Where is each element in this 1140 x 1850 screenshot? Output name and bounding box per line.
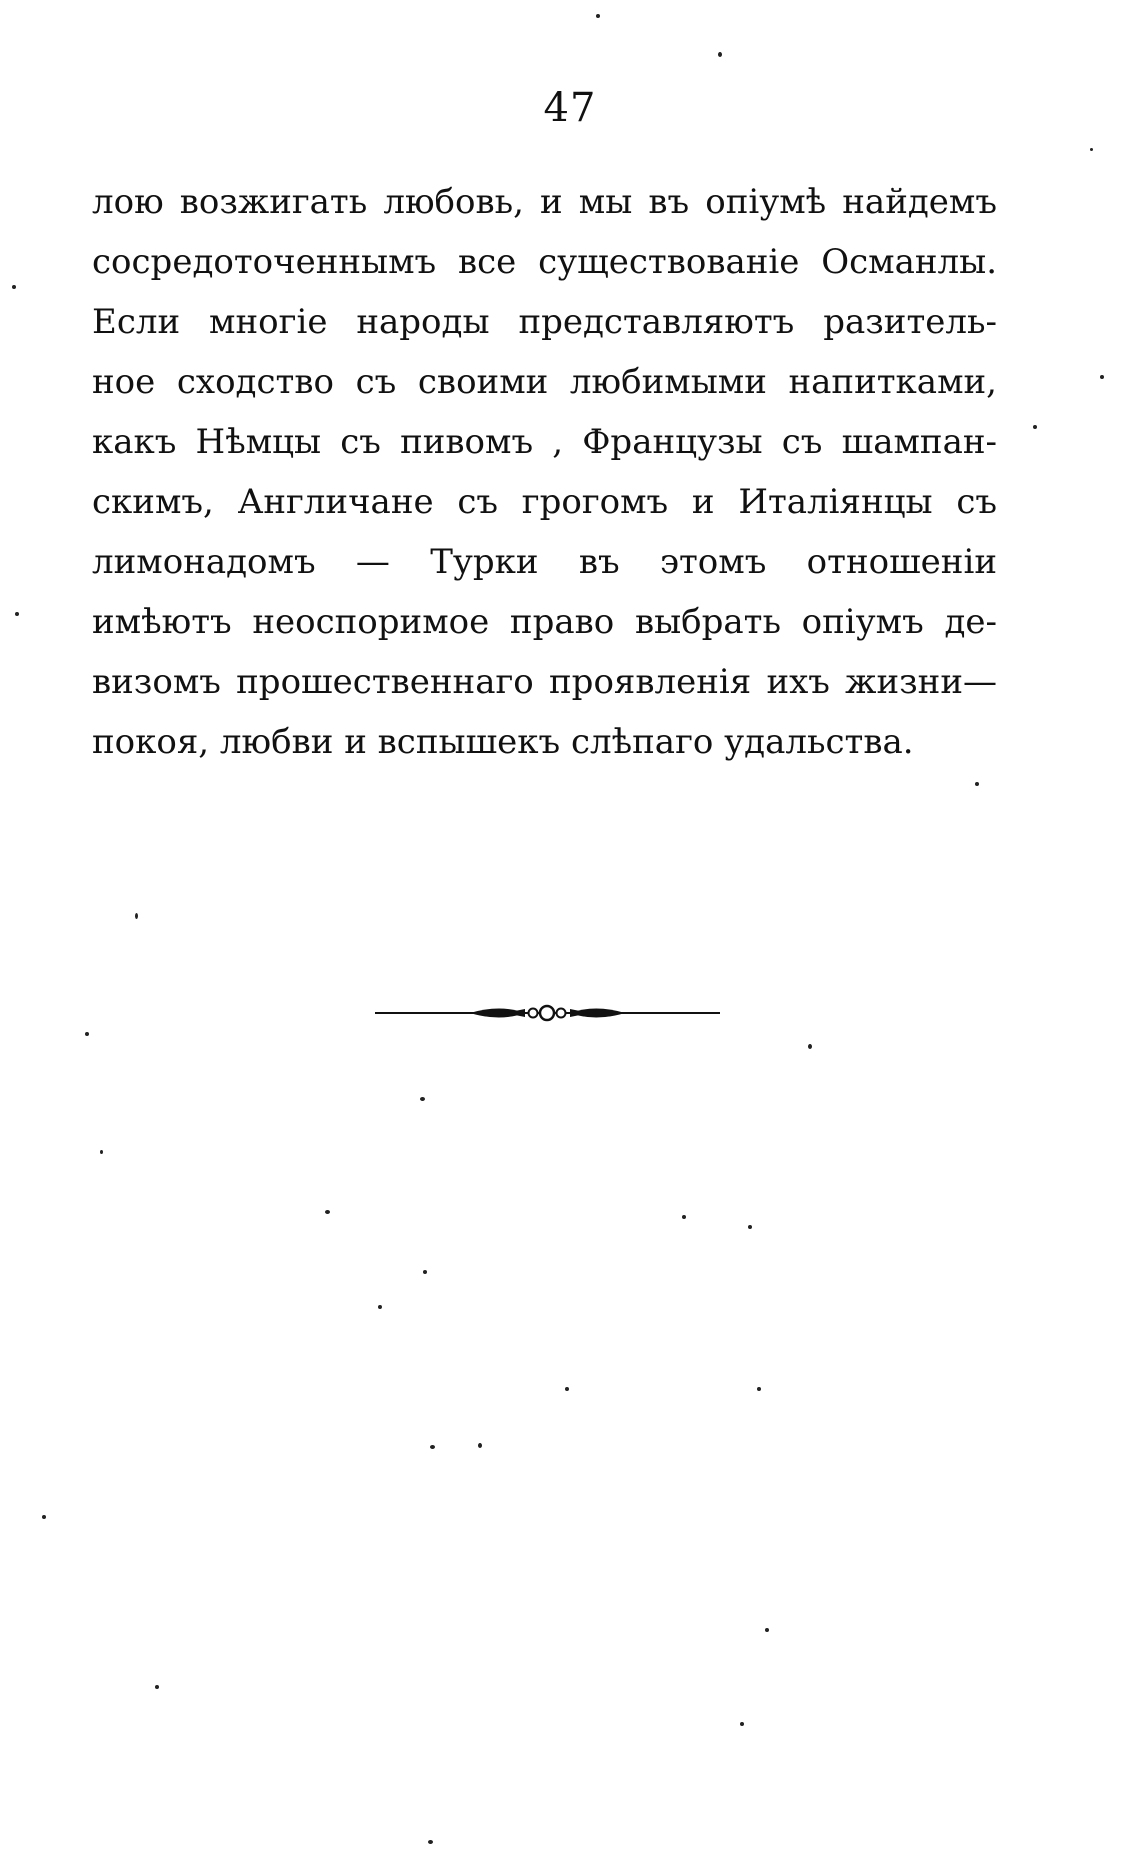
scan-speck [1100, 375, 1104, 379]
ornament-divider-icon [375, 1000, 720, 1026]
scan-speck [420, 1097, 425, 1101]
scan-speck [565, 1387, 569, 1391]
scan-speck [325, 1210, 330, 1214]
scan-speck [423, 1270, 427, 1274]
scan-speck [682, 1215, 686, 1219]
text-line: визомъ прошественнаго проявленія ихъ жизни— [92, 662, 997, 702]
text-line: какъ Нѣмцы съ пивомъ , Французы съ шампан- [92, 422, 997, 462]
scan-speck [765, 1628, 769, 1632]
scan-speck [100, 1150, 103, 1154]
scan-speck [808, 1044, 812, 1049]
text-line: ное сходство съ своими любимыми напитками, [92, 362, 997, 402]
scan-speck [12, 285, 16, 289]
scan-speck [1033, 425, 1037, 429]
scan-speck [975, 782, 979, 786]
text-line: скимъ, Англичане съ грогомъ и Италіянцы съ [92, 482, 997, 522]
scan-speck [42, 1515, 46, 1519]
scan-speck [430, 1445, 435, 1449]
scan-speck [718, 52, 722, 57]
body-text [92, 172, 997, 772]
scan-speck [428, 1840, 433, 1844]
scan-speck [1090, 148, 1093, 151]
scan-speck [155, 1685, 159, 1689]
text-line: лимонадомъ — Турки въ этомъ отношеніи [92, 542, 997, 582]
text-line: Если многіе народы представляютъ разитель- [92, 302, 997, 342]
scan-speck [740, 1722, 744, 1726]
scan-speck [757, 1387, 761, 1391]
scan-speck [478, 1443, 482, 1448]
text-line: сосредоточеннымъ все существованіе Османлы. [92, 242, 997, 282]
text-line: лою возжигать любовь, и мы въ опіумѣ найдемъ [92, 182, 997, 222]
text-line: покоя, любви и вспышекъ слѣпаго удальства. [92, 722, 914, 762]
scan-speck [15, 612, 19, 616]
page-number: 47 [543, 85, 597, 131]
scan-speck [135, 913, 138, 919]
text-line: имѣютъ неоспоримое право выбрать опіумъ де- [92, 602, 997, 642]
scan-speck [85, 1032, 89, 1036]
scan-speck [748, 1225, 752, 1229]
scan-speck [378, 1305, 382, 1309]
scan-speck [596, 14, 600, 18]
